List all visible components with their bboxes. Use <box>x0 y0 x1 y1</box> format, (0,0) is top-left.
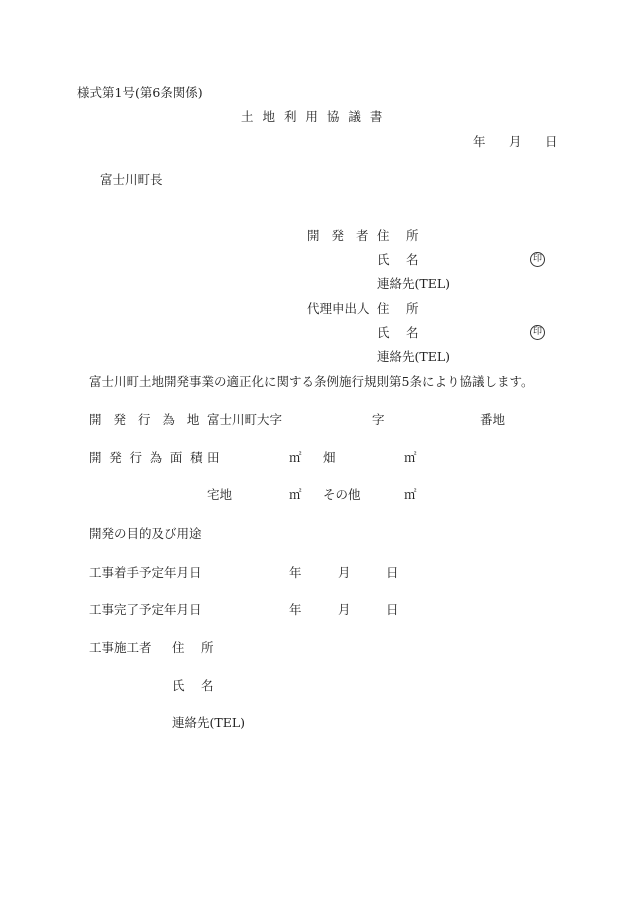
area-paddy-unit: ㎡ <box>289 450 302 465</box>
form-number-label: 様式第1号(第6条関係) <box>77 85 203 100</box>
agent-label: 代理申出人 <box>307 301 370 316</box>
contractor-contact-label: 連絡先(TEL) <box>172 715 246 730</box>
statement-text: 富士川町土地開発事業の適正化に関する条例施行規則第5条により協議します。 <box>89 374 534 389</box>
area-residential-unit: ㎡ <box>289 487 302 502</box>
purpose-label: 開発の目的及び用途 <box>89 526 202 541</box>
start-date-year: 年 <box>289 565 302 580</box>
developer-label: 開 発 者 <box>307 228 373 243</box>
contractor-name-label: 氏 名 <box>172 678 220 693</box>
agent-contact-label: 連絡先(TEL) <box>377 349 451 364</box>
start-date-label: 工事着手予定年月日 <box>89 565 202 580</box>
developer-seal-icon: 印 <box>530 252 545 267</box>
location-label: 開 発 行 為 地 <box>89 412 204 427</box>
end-date-day: 日 <box>386 602 399 617</box>
area-field-label: 畑 <box>323 450 336 465</box>
agent-address-label: 住 所 <box>377 301 425 316</box>
contractor-label: 工事施工者 <box>89 640 152 655</box>
developer-name-label: 氏 名 <box>377 252 425 267</box>
area-other-label: その他 <box>323 487 361 502</box>
end-date-year: 年 <box>289 602 302 617</box>
area-other-unit: ㎡ <box>404 487 417 502</box>
agent-name-label: 氏 名 <box>377 325 425 340</box>
area-paddy-label: 田 <box>207 450 220 465</box>
developer-contact-label: 連絡先(TEL) <box>377 276 451 291</box>
developer-address-label: 住 所 <box>377 228 425 243</box>
agent-seal-icon: 印 <box>530 325 545 340</box>
date-month: 月 <box>509 134 522 149</box>
start-date-day: 日 <box>386 565 399 580</box>
location-prefix: 富士川町大字 <box>207 412 283 427</box>
location-banchi: 番地 <box>480 412 506 427</box>
addressee: 富士川町長 <box>100 172 163 187</box>
date-year: 年 <box>473 134 486 149</box>
date-day: 日 <box>545 134 558 149</box>
end-date-label: 工事完了予定年月日 <box>89 602 202 617</box>
end-date-month: 月 <box>338 602 351 617</box>
area-label: 開 発 行 為 面 積 <box>89 450 205 465</box>
location-aza: 字 <box>372 412 385 427</box>
start-date-month: 月 <box>338 565 351 580</box>
area-residential-label: 宅地 <box>207 487 233 502</box>
area-field-unit: ㎡ <box>404 450 417 465</box>
contractor-address-label: 住 所 <box>172 640 220 655</box>
document-title: 土 地 利 用 協 議 書 <box>241 109 385 124</box>
